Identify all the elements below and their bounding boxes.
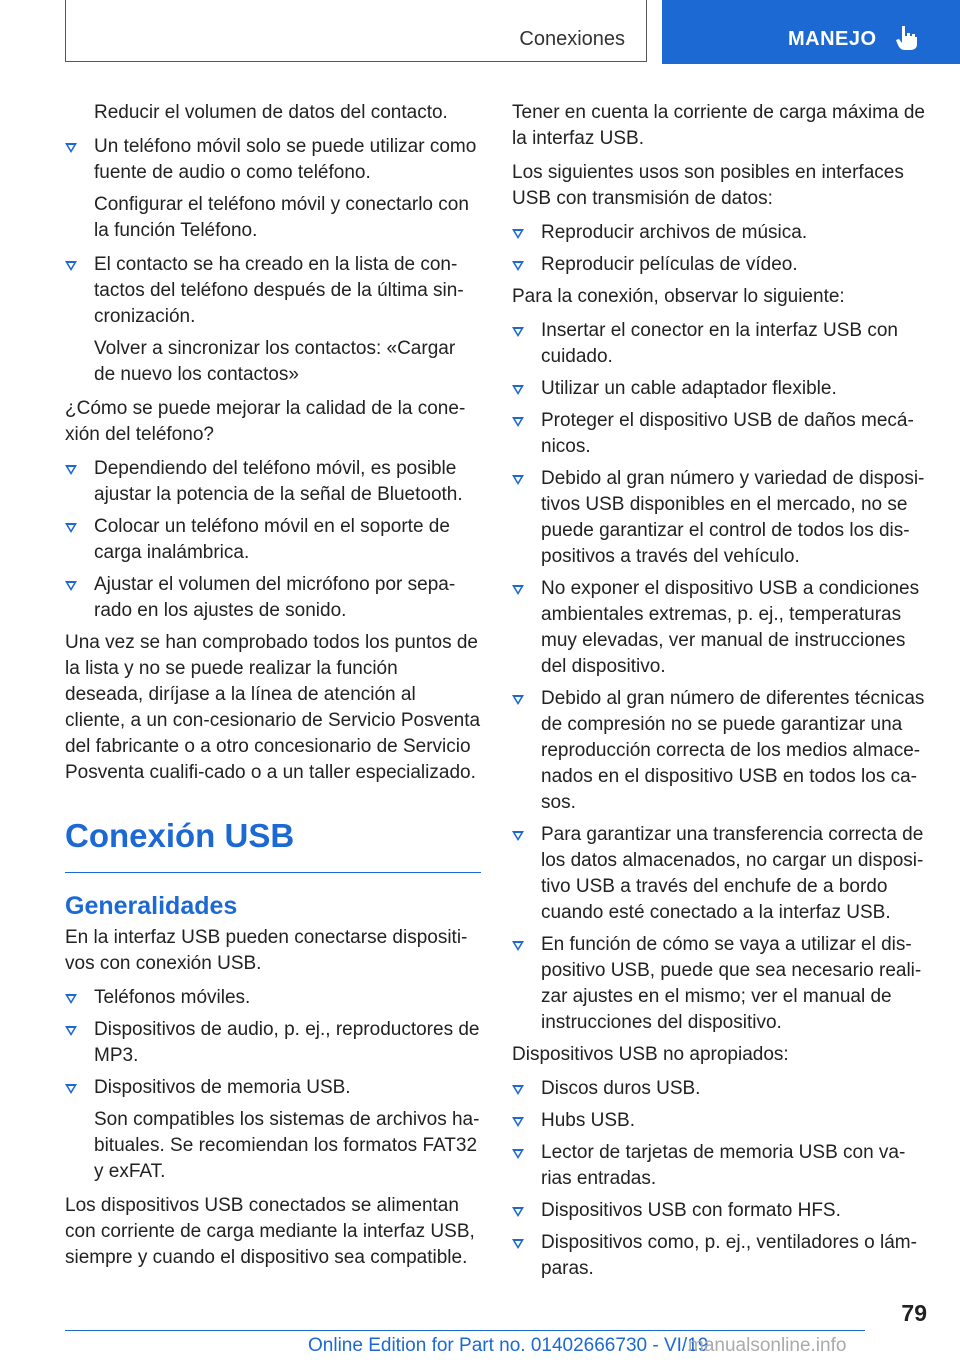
- page-number: 79: [901, 1300, 927, 1326]
- list-item: Dependiendo del teléfono móvil, es posible ajustar la potencia de la señal de Bluetooth.: [65, 456, 481, 508]
- list-item: En función de cómo se vaya a utilizar el dis‐positivo USB, puede que sea necesario reali‐zar ajustes en el mismo; ver el manual de instrucciones del dispositivo.: [512, 932, 930, 1036]
- list-item: Colocar un teléfono móvil en el soporte de carga inalámbrica.: [65, 514, 481, 566]
- triangle-bullet-icon: [512, 1239, 524, 1249]
- list-item: Dispositivos USB con formato HFS.: [512, 1198, 930, 1224]
- triangle-bullet-icon: [512, 695, 524, 705]
- triangle-bullet-icon: [65, 143, 77, 153]
- paragraph: Volver a sincronizar los contactos: «Cargar de nuevo los contactos»: [94, 338, 456, 385]
- chapter-tab-label: MANEJO: [788, 28, 877, 50]
- triangle-bullet-icon: [512, 327, 524, 337]
- triangle-bullet-icon: [65, 523, 77, 533]
- section-title: Conexiones: [519, 28, 625, 50]
- triangle-bullet-icon: [512, 1085, 524, 1095]
- list-item: No exponer el dispositivo USB a condiciones ambientales extremas, p. ej., temperaturas muy elevadas, ver manual de instrucciones del dispositivo.: [512, 576, 930, 680]
- list-item: Utilizar un cable adaptador flexible.: [512, 376, 930, 402]
- list-item: Insertar el conector en la interfaz USB con cuidado.: [512, 318, 930, 370]
- list-item: Dispositivos como, p. ej., ventiladores o lám‐paras.: [512, 1230, 930, 1282]
- list-item: Proteger el dispositivo USB de daños mecá‐nicos.: [512, 408, 930, 460]
- paragraph: Configurar el teléfono móvil y conectarlo con la función Teléfono.: [94, 194, 469, 241]
- paragraph: En la interfaz USB pueden conectarse dispositi‐vos con conexión USB.: [65, 927, 468, 974]
- list-item: Ajustar el volumen del micrófono por sepa‐rado en los ajustes de sonido.: [65, 572, 481, 624]
- triangle-bullet-icon: [512, 941, 524, 951]
- paragraph: Tener en cuenta la corriente de carga máxima de la interfaz USB.: [512, 102, 925, 149]
- paragraph: Reducir el volumen de datos del contacto.: [94, 102, 448, 123]
- triangle-bullet-icon: [512, 261, 524, 271]
- chapter-tab[interactable]: [662, 0, 960, 64]
- triangle-bullet-icon: [512, 417, 524, 427]
- triangle-bullet-icon: [65, 581, 77, 591]
- list-item: Debido al gran número de diferentes técnicas de compresión no se puede garantizar una reproducción correcta de los medios almace‐nados en el dispositivo USB en todos los ca‐sos.: [512, 686, 930, 816]
- list-item: Dispositivos de memoria USB.: [65, 1075, 481, 1101]
- paragraph: ¿Cómo se puede mejorar la calidad de la cone‐xión del teléfono?: [65, 398, 466, 445]
- left-column: [65, 100, 481, 1279]
- list-item: Reproducir películas de vídeo.: [512, 252, 930, 278]
- footer-rule: [65, 1330, 865, 1331]
- triangle-bullet-icon: [65, 465, 77, 475]
- list-item: Para garantizar una transferencia correcta de los datos almacenados, no cargar un disposi‐tivo USB a través del enchufe de a bordo cuando esté conectado a la interfaz USB.: [512, 822, 930, 926]
- triangle-bullet-icon: [65, 261, 77, 271]
- triangle-bullet-icon: [512, 585, 524, 595]
- right-column: [512, 100, 930, 1288]
- triangle-bullet-icon: [512, 831, 524, 841]
- triangle-bullet-icon: [65, 1026, 77, 1036]
- triangle-bullet-icon: [512, 1149, 524, 1159]
- list-item: Lector de tarjetas de memoria USB con va‐rias entradas.: [512, 1140, 930, 1192]
- triangle-bullet-icon: [65, 994, 77, 1004]
- list-item: Un teléfono móvil solo se puede utilizar como fuente de audio o como teléfono.: [65, 134, 481, 186]
- paragraph: Los siguientes usos son posibles en interfaces USB con transmisión de datos:: [512, 162, 904, 209]
- paragraph: Para la conexión, observar lo siguiente:: [512, 286, 845, 307]
- paragraph: Dispositivos USB no apropiados:: [512, 1044, 789, 1065]
- list-item: Discos duros USB.: [512, 1076, 930, 1102]
- subsection-heading: Generalidades: [65, 892, 238, 920]
- triangle-bullet-icon: [512, 385, 524, 395]
- triangle-bullet-icon: [512, 1117, 524, 1127]
- watermark: manualsonline.info: [688, 1335, 847, 1356]
- triangle-bullet-icon: [512, 1207, 524, 1217]
- list-item: Debido al gran número y variedad de disposi‐tivos USB disponibles en el mercado, no se puede garantizar el control de todos los dis‐positivos a través del vehículo.: [512, 466, 930, 570]
- triangle-bullet-icon: [512, 229, 524, 239]
- heading-rule: [65, 872, 481, 873]
- paragraph: Una vez se han comprobado todos los puntos de la lista y no se puede realizar la función deseada, diríjase a la línea de atención al cliente, a un con‐cesionario de Servicio Posventa del fabricante o a otro concesionario de Servicio Posventa cualifi‐cado o a un taller especializado.: [65, 632, 481, 783]
- list-item: Hubs USB.: [512, 1108, 930, 1134]
- list-item: Teléfonos móviles.: [65, 985, 481, 1011]
- triangle-bullet-icon: [512, 475, 524, 485]
- section-heading: Conexión USB: [65, 817, 295, 854]
- list-item: Dispositivos de audio, p. ej., reproductores de MP3.: [65, 1017, 481, 1069]
- paragraph: Son compatibles los sistemas de archivos ha‐bituales. Se recomiendan los formatos FAT32 y exFAT.: [94, 1109, 480, 1182]
- list-item: El contacto se ha creado en la lista de con‐tactos del teléfono después de la última sin‐cronización.: [65, 252, 481, 330]
- hand-pointer-icon: [894, 24, 920, 52]
- paragraph: Los dispositivos USB conectados se alimentan con corriente de carga mediante la interfaz USB, siempre y cuando el dispositivo sea compatible.: [65, 1195, 475, 1268]
- list-item: Reproducir archivos de música.: [512, 220, 930, 246]
- triangle-bullet-icon: [65, 1084, 77, 1094]
- footer-edition: Online Edition for Part no. 01402666730 - VI/19: [308, 1335, 709, 1356]
